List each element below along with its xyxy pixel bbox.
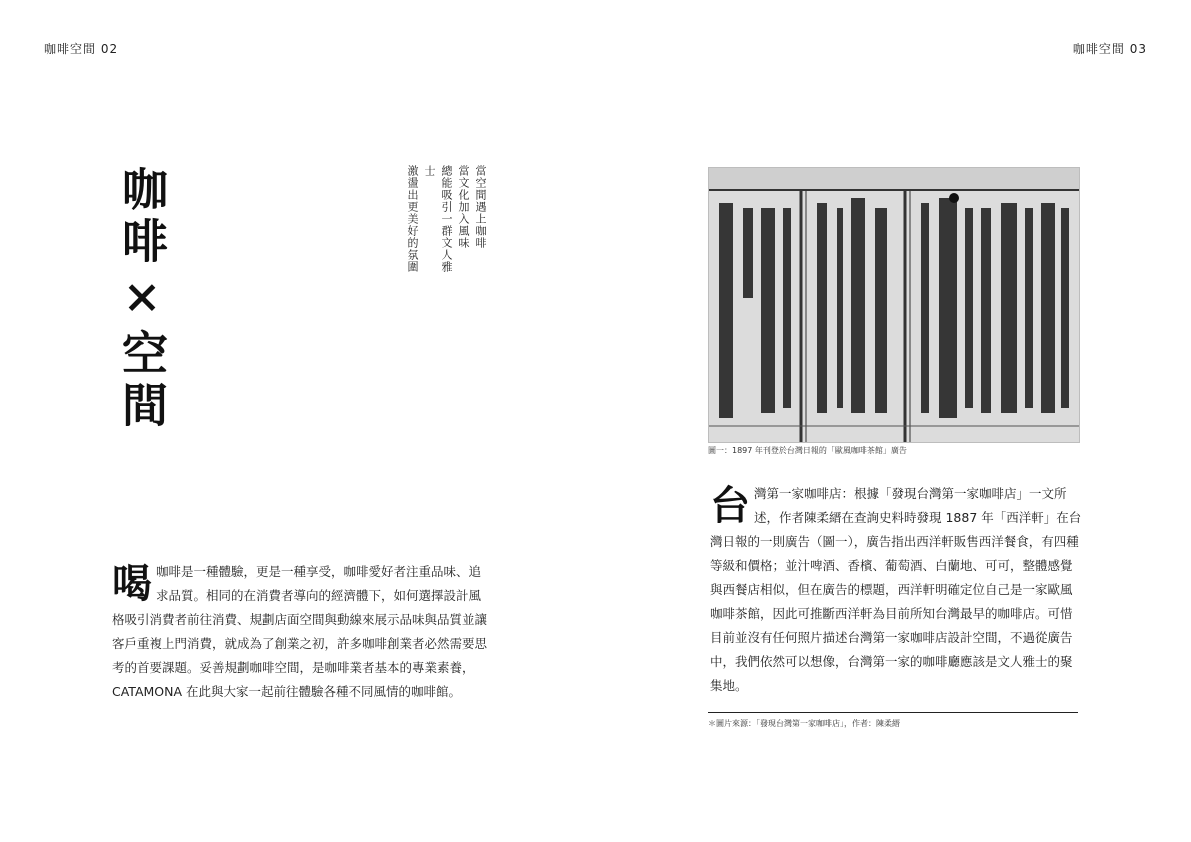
tagline-line: 激盪出更美好的氛圍: [406, 165, 419, 273]
feature-title: 咖啡×空間: [115, 165, 169, 433]
history-text: 灣第一家咖啡店：根據「發現台灣第一家咖啡店」一文所述，作者陳柔縉在查詢史料時發現 1887 年「西洋軒」在台灣日報的一則廣告（圖一），廣告指出西洋軒販售西洋餐食，有四種等級和價格；並汁啤酒、香檳、葡萄酒、白蘭地、可可，整體感覺與西餐店相似，但在廣告的標題，西洋軒明確定位自己是一家歐風咖啡茶館，因此可推斷西洋軒為目前所知台灣最早的咖啡店。可惜目前並沒有任何照片描述台灣第一家咖啡店設計空間，不過從廣告中，我們依然可以想像，台灣第一家的咖啡廳應該是文人雅士的聚集地。: [710, 486, 1082, 693]
intro-text: 咖啡是一種體驗，更是一種享受，咖啡愛好者注重品味、追求品質。相同的在消費者導向的經濟體下，如何選擇設計風格吸引消費者前往消費、規劃店面空間與動線來展示品味與品質並讓客戶重複上門消費，就成為了創業之初，許多咖啡創業者必然需要思考的首要課題。妥善規劃咖啡空間，是咖啡業者基本的專業素養，CATAMONA 在此與大家一起前往體驗各種不同風情的咖啡館。: [112, 564, 488, 699]
drop-cap: 台: [710, 482, 750, 529]
tagline: [404, 165, 489, 275]
page-header-right: 咖啡空間 03: [1072, 42, 1147, 56]
footnote-divider: [708, 712, 1078, 713]
intro-paragraph: [112, 560, 487, 704]
tagline-line: 當空間遇上咖啡: [474, 165, 487, 249]
tagline-line: 總能吸引一群文人雅士: [423, 165, 453, 273]
figure-caption: 圖一：1897 年刊登於台灣日報的「歐風咖啡茶館」廣告: [708, 446, 907, 455]
image-source-note: ＊圖片來源：「發現台灣第一家咖啡店」，作者：陳柔縉: [708, 719, 900, 728]
history-paragraph: [710, 482, 1082, 698]
page-header-left: 咖啡空間 02: [44, 42, 119, 56]
newspaper-ad-graphic: [709, 168, 1079, 442]
newspaper-ad-image: [708, 167, 1080, 443]
tagline-line: 當文化加入風味: [457, 165, 470, 249]
drop-cap: 喝: [112, 560, 152, 607]
